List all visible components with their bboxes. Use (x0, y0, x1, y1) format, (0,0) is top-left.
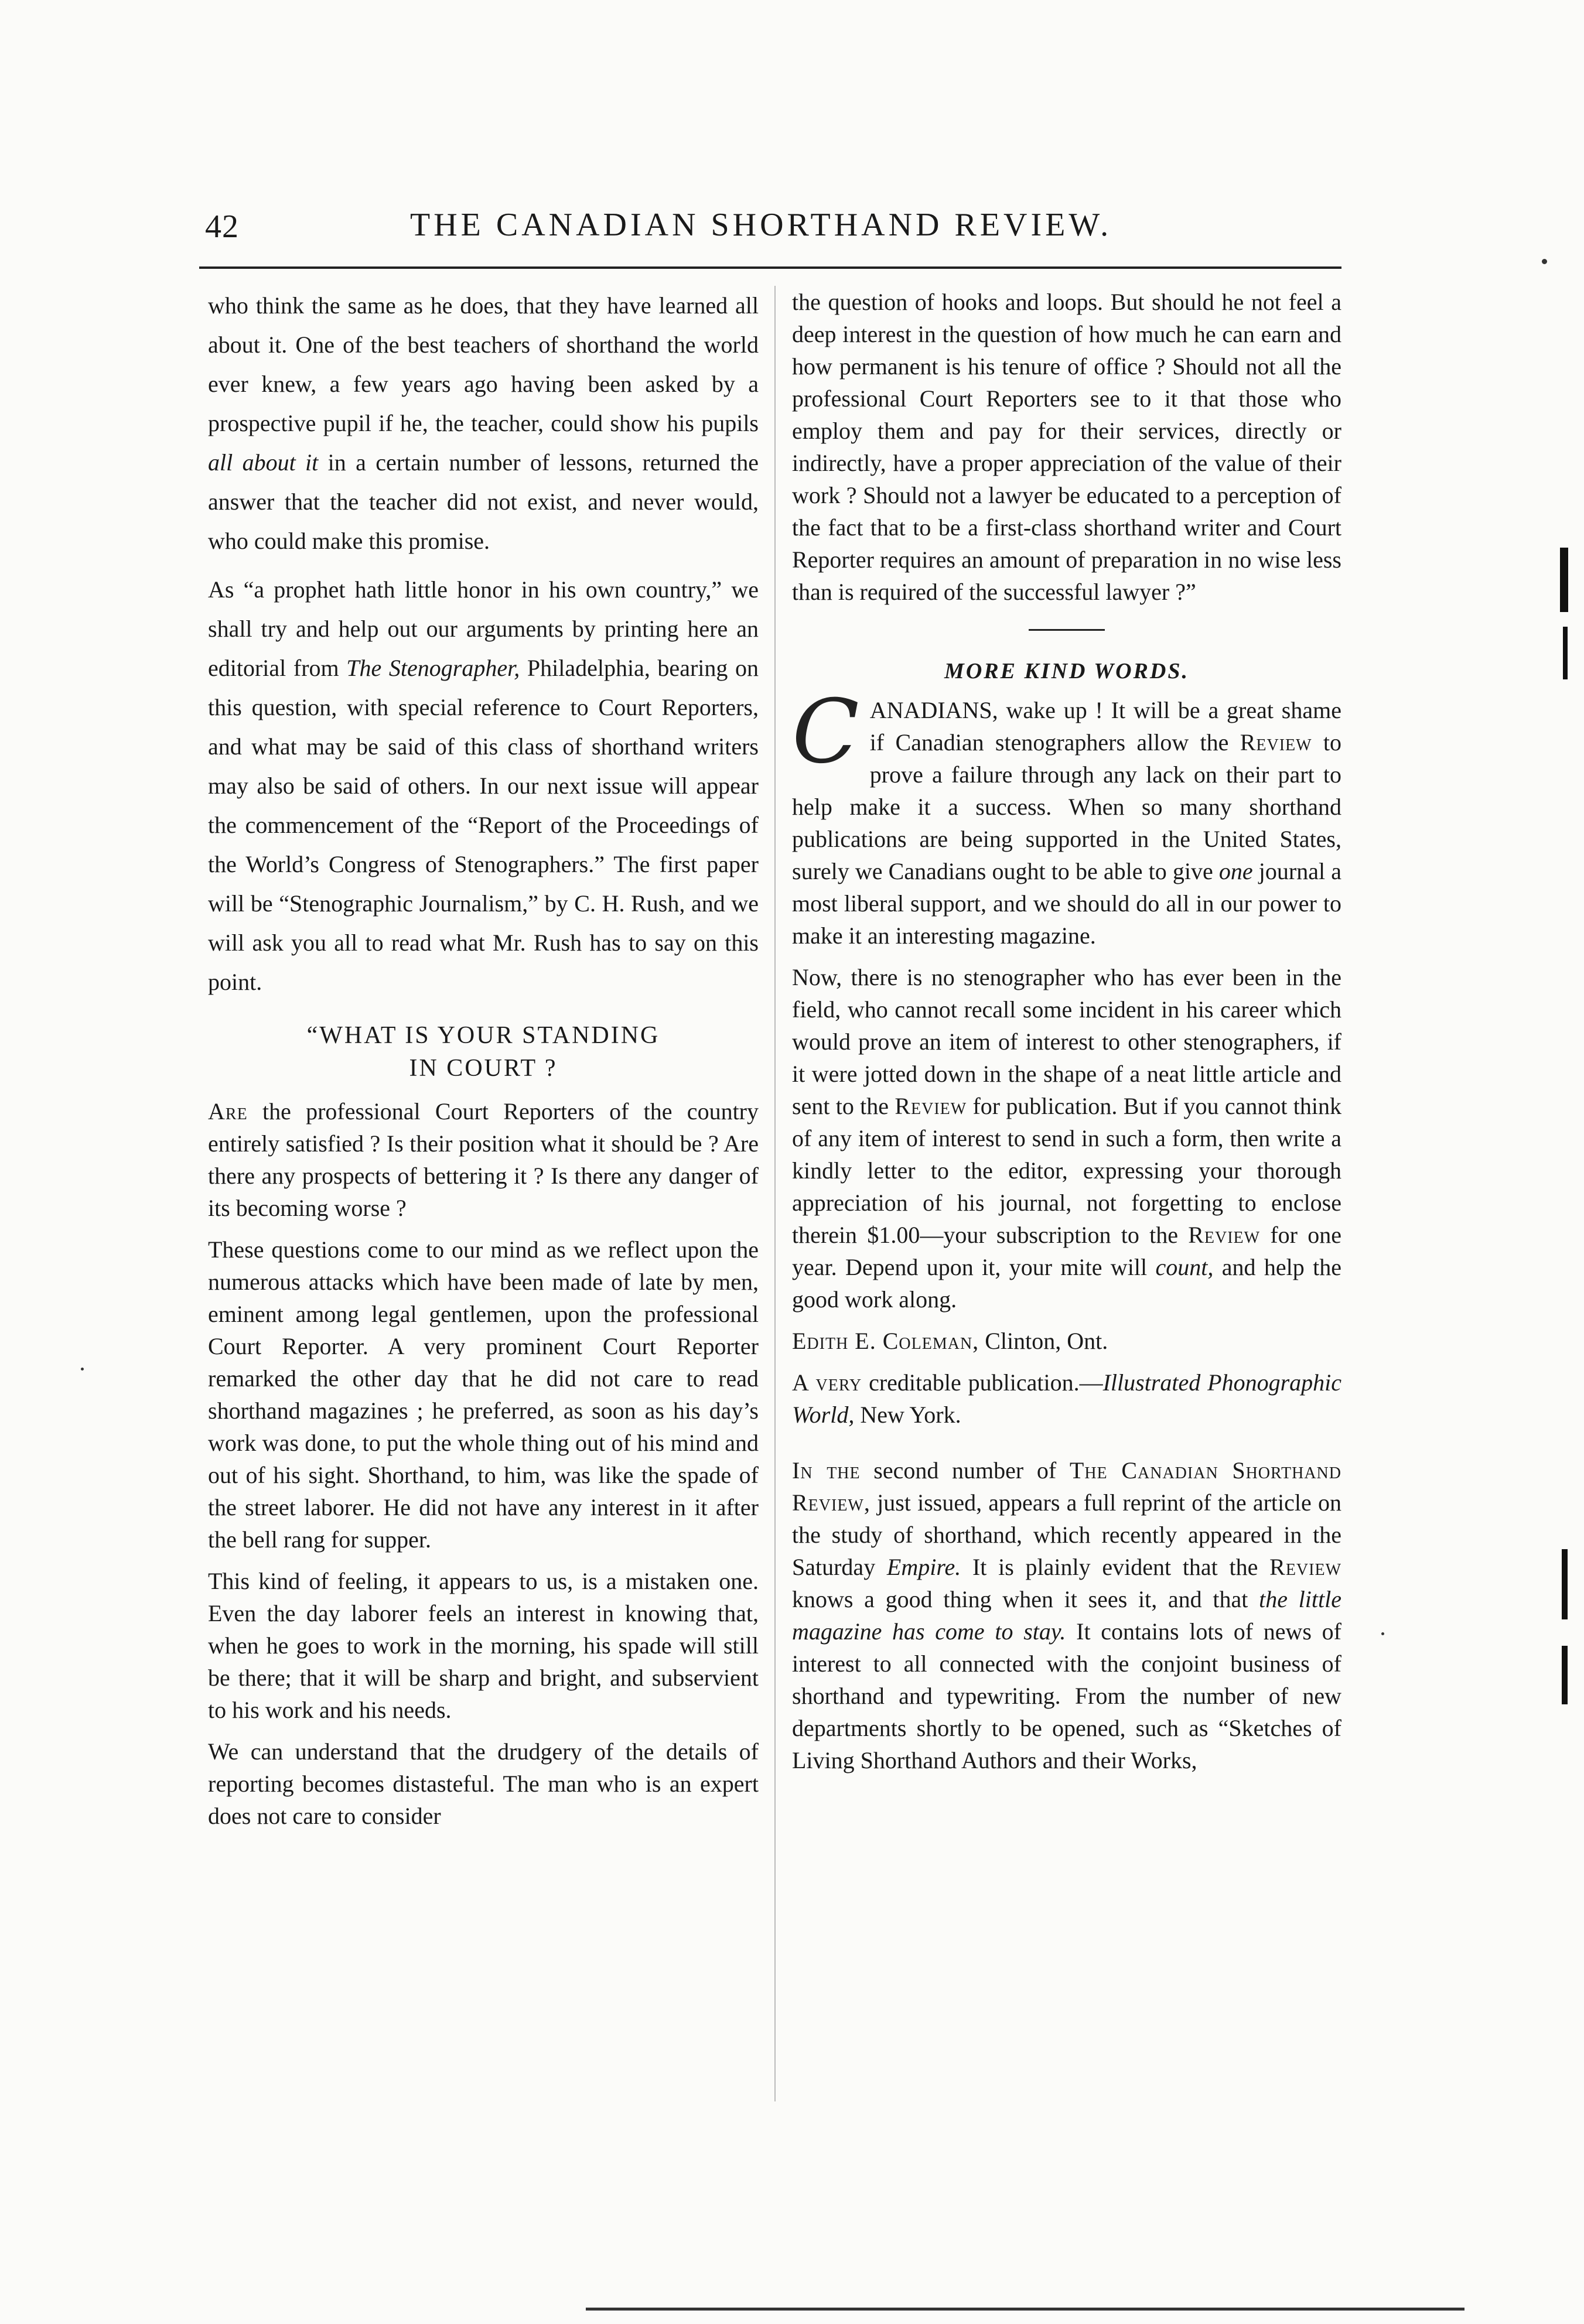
emphasis: the little magazine has come to stay. (792, 1586, 1341, 1645)
text-run: who think the same as he does, that they have learned all about it. One of the best teachers of shorthand the world ever knew, a few years ago having been asked by a prospective pupil if he, the teacher, could show his pupils (208, 292, 759, 436)
signature (792, 1325, 1341, 1357)
section-divider (1029, 629, 1105, 631)
right-paragraph-4 (792, 1366, 1341, 1431)
text-run: and help the good work along. (792, 1254, 1341, 1313)
drop-cap-letter: C (792, 681, 859, 783)
signature-name: Edith E. Coleman, (792, 1328, 979, 1354)
left-column (208, 286, 759, 1841)
header-rule (199, 266, 1341, 269)
left-paragraph-5: This kind of feeling, it appears to us, is a mistaken one. Even the day laborer feels an interest in knowing that, when he goes to work in the morning, his spade will still be there; that it will be sharp and bright, and subservient to his work and his needs. (208, 1568, 759, 1723)
text-run: for one year. Depend upon it, your mite will (792, 1222, 1341, 1280)
page-number: 42 (205, 209, 239, 245)
signature-place: Clinton, Ont. (979, 1328, 1108, 1354)
emphasis: Empire. (886, 1554, 961, 1580)
margin-scan-mark (1560, 548, 1568, 612)
emphasis: count, (1155, 1254, 1214, 1280)
heading-line: IN COURT ? (409, 1055, 558, 1082)
small-caps-run: Review (1269, 1554, 1341, 1580)
right-paragraph-1: the question of hooks and loops. But should he not feel a deep interest in the question of how much he can earn and how permanent is his tenure of office ? Should not all the professional Court Reporters see to it that those who employ them and pay for their services, directly or indirectly, have a proper appreciation of the value of their work ? Should not a lawyer be educated to a perception of the fact that to be a first-class shorthand writer and Court Reporter requires an amount of preparation in no wise less than is required of the successful lawyer ?” (792, 289, 1341, 605)
lead-word: Are (208, 1098, 248, 1125)
text-run: in a certain number of lessons, returned the answer that the teacher did not exist, and never would, who could make this promise. (208, 449, 759, 554)
heading-line: “WHAT IS YOUR STANDING (306, 1022, 660, 1049)
scan-edge-line (586, 2308, 1464, 2311)
right-column (792, 286, 1341, 1786)
section-heading-standing-in-court (208, 1019, 759, 1085)
left-paragraph-1 (208, 286, 759, 561)
small-caps-run: Review (1240, 729, 1312, 756)
emphasis: all about it (208, 449, 319, 476)
text-run: just issued, appears a full reprint of the article on the study of shorthand, which recently appeared in the Saturday (792, 1489, 1341, 1580)
text-run: knows a good thing when it sees it, and that (792, 1586, 1259, 1612)
margin-scan-mark (1562, 1549, 1568, 1619)
text-run: journal a most liberal support, and we should do all in our power to make it an interesting magazine. (792, 858, 1341, 949)
left-paragraph-3 (208, 1095, 759, 1224)
text-run: New York. (854, 1402, 961, 1428)
text-run: Now, there is no stenographer who has ever been in the field, who cannot recall some incident in his career which would prove an item of interest to other stenographers, if it were jotted down in the shape of a neat little article and sent to the (792, 964, 1341, 1119)
left-paragraph-6: We can understand that the drudgery of the details of reporting becomes distasteful. The man who is an expert does not care to consider (208, 1738, 759, 1829)
running-title: THE CANADIAN SHORTHAND REVIEW. (410, 207, 1112, 243)
margin-scan-mark (1562, 1646, 1568, 1704)
text-run: ANADIANS, wake up ! It will be a great shame if Canadian stenographers allow the (869, 697, 1341, 756)
text-run: It contains lots of news of interest to all connected with the conjoint business of shorthand and typewriting. From the number of new departments shortly to be opened, such as “Sketches of Living Shorthand Authors and their Works, (792, 1618, 1341, 1773)
emphasis: The Stenographer, (346, 655, 520, 681)
margin-scan-mark (1563, 627, 1568, 679)
text-run: for publication. But if you cannot think of any item of interest to send in such a form, then write a kindly letter to the editor, expressing your thorough appreciation of his journal, not forgetting to enclose therein $1.00—your subscription to the (792, 1093, 1341, 1248)
small-caps-run: Review (1188, 1222, 1261, 1248)
text-run: It is plainly evident that the (961, 1554, 1270, 1580)
text-run: second number of (860, 1457, 1070, 1484)
left-paragraph-4: These questions come to our mind as we reflect upon the numerous attacks which have been made of late by men, eminent among legal gentlemen, upon the professional Court Reporter. A very prominent Court Reporter remarked the other day that he did not care to read shorthand magazines ; he preferred, as soon as his day’s work was done, to put the whole thing out of his mind and out of his sight. Shorthand, to him, was like the spade of the street laborer. He did not have any interest in it after the bell rang for supper. (208, 1236, 759, 1553)
text-run: creditable publication.— (862, 1369, 1103, 1396)
column-divider (774, 286, 776, 2101)
lead-word: In the (792, 1457, 861, 1484)
text-run: Philadelphia, bearing on this question, with special reference to Court Reporters, and what may be said of this class of shorthand writers may also be said of others. In our next issue will appear the commencement of the “Report of the Proceedings of the World’s Congress of Stenographers.” The first paper will be “Stenographic Journalism,” by C. H. Rush, and we will ask you all to read what Mr. Rush has to say on this point. (208, 655, 759, 995)
text-run: the professional Court Reporters of the country entirely satisfied ? Is their position what it should be ? Are there any prospects of bettering it ? Is there any danger of its becoming worse ? (208, 1098, 759, 1221)
left-paragraph-2 (208, 570, 759, 1002)
right-paragraph-2 (792, 681, 1341, 952)
small-caps-run: Review (895, 1093, 967, 1119)
scan-speck (1381, 1632, 1384, 1635)
lead-word: A very (792, 1369, 862, 1396)
scan-speck (81, 1368, 84, 1371)
emphasis: Illustrated Phonographic World, (792, 1369, 1342, 1428)
right-paragraph-5 (792, 1454, 1341, 1776)
text-run: to prove a failure through any lack on their part to help make it a success. When so many shorthand publications are being supported in the United States, surely we Canadians ought to be able to give (792, 729, 1341, 884)
emphasis: one (1218, 858, 1253, 884)
scan-speck (1542, 259, 1547, 264)
text-run: As “a prophet hath little honor in his own country,” we shall try and help out our arguments by printing here an editorial from (208, 576, 759, 681)
section-heading-more-kind-words: MORE KIND WORDS. (944, 659, 1189, 683)
small-caps-run: The Canadian Shorthand Review, (792, 1457, 1341, 1516)
right-paragraph-3 (792, 961, 1341, 1315)
